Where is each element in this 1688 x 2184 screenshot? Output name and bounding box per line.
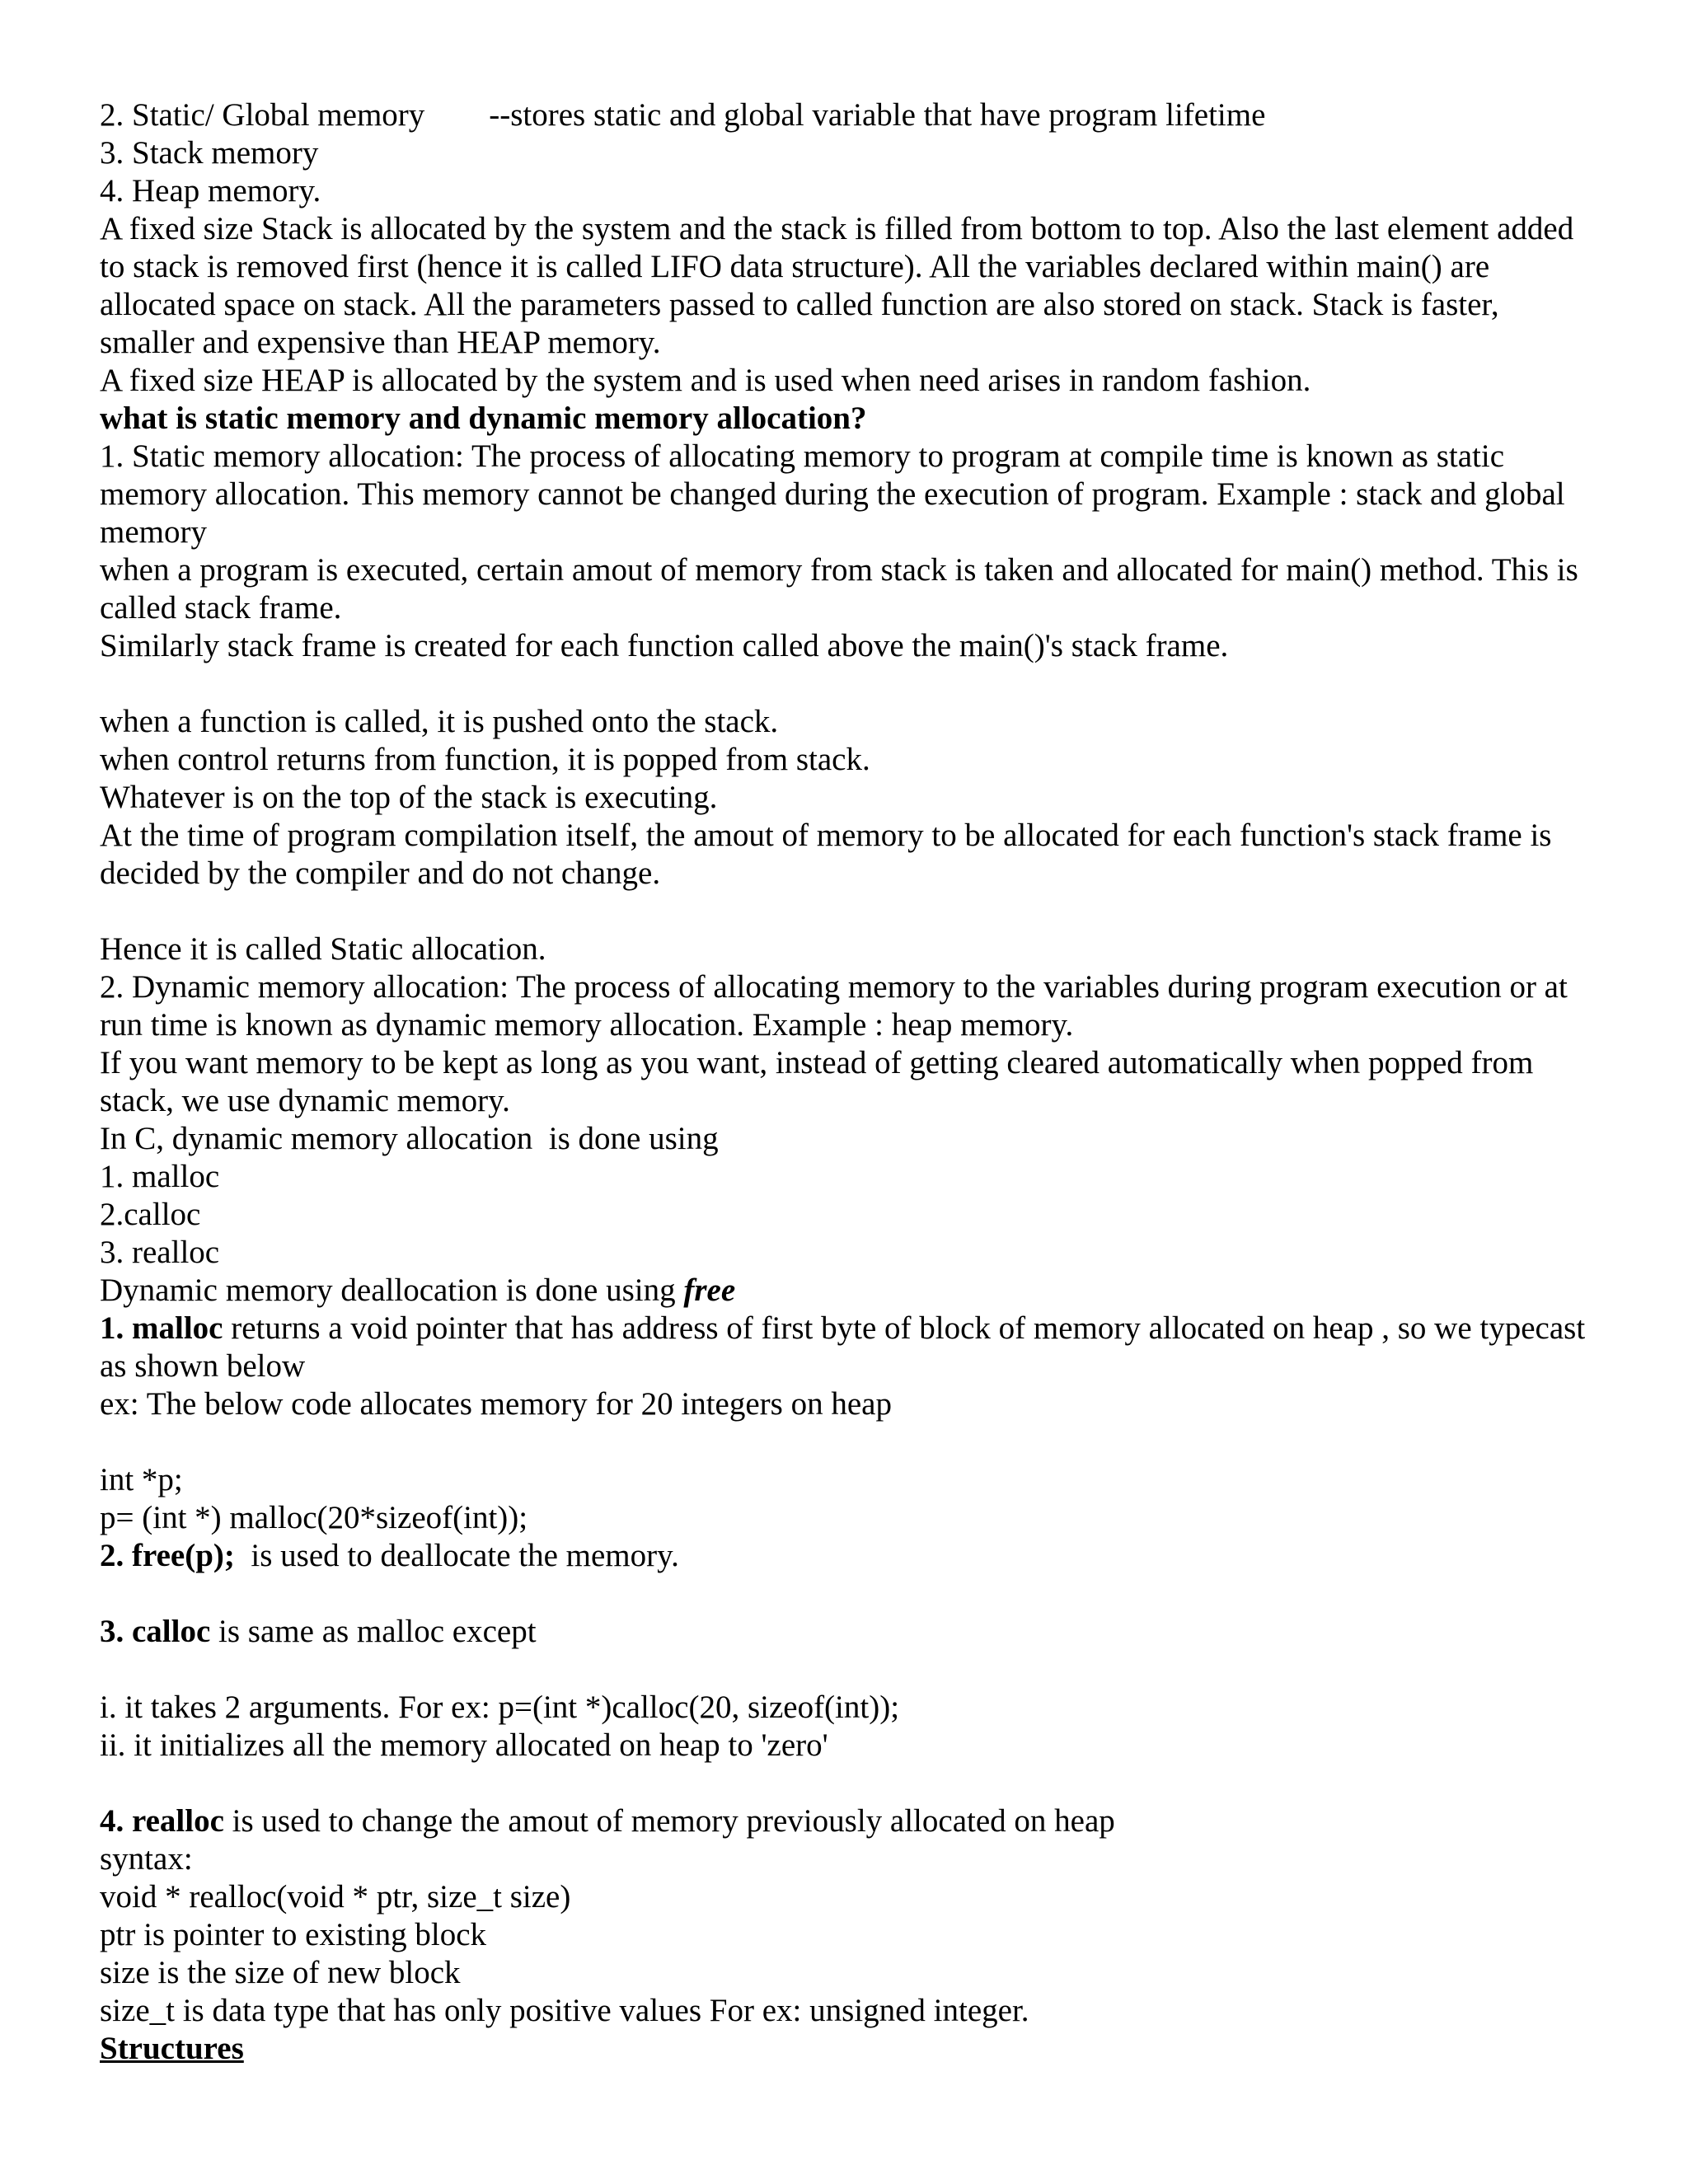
code-line-malloc: p= (int *) malloc(20*sizeof(int));: [100, 1500, 528, 1535]
static-allocation-conclusion: Hence it is called Static allocation.: [100, 931, 546, 967]
free-keyword: free: [683, 1272, 736, 1308]
dynamic-memory-reason-paragraph: If you want memory to be kept as long as you want, instead of getting cleared automatically when popped from stack, we use dynamic memory.: [100, 1045, 1534, 1118]
compilation-paragraph: At the time of program compilation itself, the amout of memory to be allocated for each function's stack frame is decided by the compiler and do not change.: [100, 818, 1552, 891]
blank-line: [100, 665, 1600, 703]
syntax-label: syntax:: [100, 1841, 193, 1877]
calloc-line: [100, 1613, 1600, 1651]
malloc-description: returns a void pointer that has address of first byte of block of memory allocated on heap , so we typecast as shown below: [100, 1310, 1586, 1384]
realloc-description: is used to change the amout of memory previously allocated on heap: [223, 1803, 1115, 1839]
free-label: 2. free(p);: [100, 1538, 235, 1573]
stack-frame-paragraph: when a program is executed, certain amout of memory from stack is taken and allocated for main() method. This is called stack frame.: [100, 552, 1578, 626]
deallocation-text: Dynamic memory deallocation is done using: [100, 1272, 684, 1308]
calloc-label: 3. calloc: [100, 1614, 211, 1649]
structures-heading: Structures: [100, 2031, 244, 2066]
list-item-malloc: 1. malloc: [100, 1159, 220, 1194]
list-item-realloc: 3. realloc: [100, 1235, 220, 1270]
memory-type-static-global: [100, 96, 1600, 134]
realloc-label: 4. realloc: [100, 1803, 224, 1839]
blank-line: [100, 893, 1600, 930]
pop-line: when control returns from function, it is popped from stack.: [100, 742, 870, 777]
calloc-point-ii: ii. it initializes all the memory allocated on heap to 'zero': [100, 1727, 828, 1763]
blank-line: [100, 1423, 1600, 1461]
static-dynamic-heading: what is static memory and dynamic memory allocation?: [100, 401, 867, 436]
realloc-signature: void * realloc(void * ptr, size_t size): [100, 1879, 571, 1915]
deallocation-line: [100, 1272, 1600, 1310]
malloc-paragraph: [100, 1310, 1600, 1385]
ptr-description: ptr is pointer to existing block: [100, 1917, 487, 1952]
blank-line: [100, 1765, 1600, 1802]
size-t-description: size_t is data type that has only positive values For ex: unsigned integer.: [100, 1993, 1029, 2028]
realloc-line: [100, 1802, 1600, 1840]
push-line: when a function is called, it is pushed onto the stack.: [100, 704, 779, 739]
stack-frame-similar-paragraph: Similarly stack frame is created for each function called above the main()'s stack frame.: [100, 628, 1229, 663]
size-description: size is the size of new block: [100, 1955, 461, 1990]
blank-line: [100, 1651, 1600, 1689]
calloc-point-i: i. it takes 2 arguments. For ex: p=(int *)calloc(20, sizeof(int));: [100, 1690, 900, 1725]
blank-line: [100, 1575, 1600, 1613]
free-line: [100, 1537, 1600, 1575]
top-executing-line: Whatever is on the top of the stack is executing.: [100, 780, 718, 815]
memory-type-heap: 4. Heap memory.: [100, 173, 321, 209]
heap-paragraph: A fixed size HEAP is allocated by the system and is used when need arises in random fashion.: [100, 363, 1311, 398]
stack-paragraph: A fixed size Stack is allocated by the system and the stack is filled from bottom to top. Also the last element added to stack is removed first (hence it is called LIFO data structure). All the variables declared within main() are allocated space on stack. All the parameters passed to called function are also stored on stack. Stack is faster, smaller and expensive than HEAP memory.: [100, 211, 1574, 360]
list-item-calloc: 2.calloc: [100, 1197, 201, 1232]
code-line-declaration: int *p;: [100, 1462, 183, 1497]
dynamic-allocation-paragraph: 2. Dynamic memory allocation: The process of allocating memory to the variables during program execution or at run time is known as dynamic memory allocation. Example : heap memory.: [100, 969, 1568, 1043]
free-description: is used to deallocate the memory.: [234, 1538, 679, 1573]
malloc-example-intro: ex: The below code allocates memory for 20 integers on heap: [100, 1386, 892, 1422]
calloc-description: is same as malloc except: [210, 1614, 537, 1649]
malloc-label: 1. malloc: [100, 1310, 223, 1346]
static-allocation-paragraph: 1. Static memory allocation: The process of allocating memory to program at compile time is known as static memory allocation. This memory cannot be changed during the execution of program. Example : stack and global memory: [100, 438, 1565, 550]
c-dynamic-allocation-intro: In C, dynamic memory allocation is done using: [100, 1121, 719, 1156]
memory-type-description: --stores static and global variable that have program lifetime: [489, 97, 1266, 133]
document-body: [100, 96, 1600, 2068]
memory-type-stack: 3. Stack memory: [100, 135, 319, 171]
memory-type-label: 2. Static/ Global memory: [100, 97, 425, 133]
